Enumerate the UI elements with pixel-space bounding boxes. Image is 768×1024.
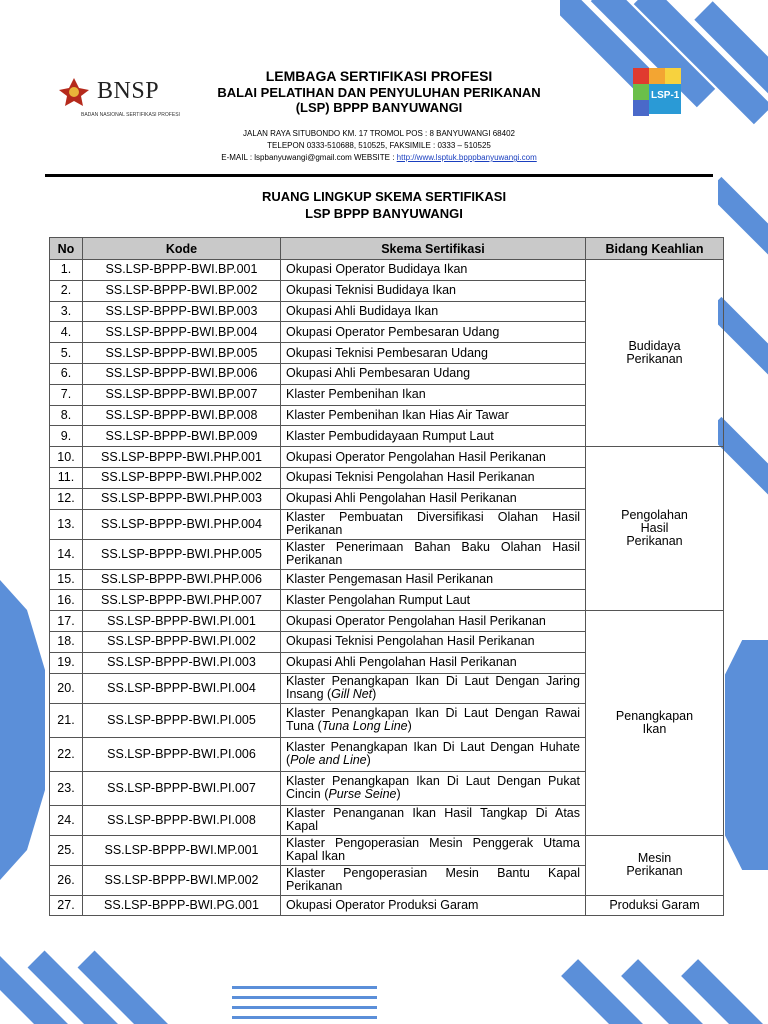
row-kode: SS.LSP-BPPP-BWI.BP.009 (83, 426, 281, 447)
row-kode: SS.LSP-BPPP-BWI.PI.003 (83, 652, 281, 673)
row-no: 12. (50, 488, 83, 509)
row-no: 20. (50, 673, 83, 703)
letterhead (45, 60, 713, 172)
row-skema: Klaster Pengemasan Hasil Perikanan (281, 569, 586, 590)
page-title-line-2: LSP BPPP BANYUWANGI (305, 206, 463, 221)
website-link[interactable]: http://www.lsptuk.bpppbanyuwangi.com (396, 153, 537, 162)
row-kode: SS.LSP-BPPP-BWI.PI.007 (83, 771, 281, 805)
table-header-row (50, 238, 724, 260)
row-kode: SS.LSP-BPPP-BWI.BP.002 (83, 280, 281, 301)
decor-stripes-right-bottom (725, 640, 768, 870)
decor-stripes-bottom-left (0, 930, 230, 1024)
row-no: 21. (50, 703, 83, 737)
lsp-logo-text: LSP-1 (651, 90, 680, 101)
row-skema: Klaster Pengoperasian Mesin Penggerak Utama Kapal Ikan (281, 835, 586, 865)
page-title-line-1: RUANG LINGKUP SKEMA SERTIFIKASI (261, 189, 507, 204)
row-kode: SS.LSP-BPPP-BWI.PI.002 (83, 631, 281, 652)
row-skema: Okupasi Teknisi Pengolahan Hasil Perikanan (281, 631, 586, 652)
row-skema: Klaster Pembenihan Ikan Hias Air Tawar (281, 405, 586, 426)
phone-line: TELEPON 0333-510688, 510525, FAKSIMILE : 0333 – 510525 (267, 141, 491, 150)
table-row (50, 447, 724, 468)
address-line: JALAN RAYA SITUBONDO KM. 17 TROMOL POS : 8 BANYUWANGI 68402 (243, 129, 515, 138)
group-pengolahan: Pengolahan Hasil Perikanan (586, 447, 724, 611)
row-kode: SS.LSP-BPPP-BWI.BP.001 (83, 260, 281, 281)
row-skema: Klaster Penerimaan Bahan Baku Olahan Hasil Perikanan (281, 539, 586, 569)
row-kode: SS.LSP-BPPP-BWI.PHP.004 (83, 509, 281, 539)
decor-stripes-left (0, 580, 45, 880)
row-skema: Klaster Penangkapan Ikan Di Laut Dengan Rawai Tuna (Tuna Long Line) (281, 703, 586, 737)
row-skema: Klaster Pembenihan Ikan (281, 384, 586, 405)
row-skema: Klaster Penanganan Ikan Hasil Tangkap Di Atas Kapal (281, 805, 586, 835)
row-skema: Klaster Pengolahan Rumput Laut (281, 590, 586, 611)
row-skema: Klaster Pembuatan Diversifikasi Olahan Hasil Perikanan (281, 509, 586, 539)
row-no: 19. (50, 652, 83, 673)
row-kode: SS.LSP-BPPP-BWI.MP.001 (83, 835, 281, 865)
header-bidang: Bidang Keahlian (586, 238, 724, 260)
org-line-3: (LSP) BPPP BANYUWANGI (295, 100, 463, 115)
row-kode: SS.LSP-BPPP-BWI.MP.002 (83, 865, 281, 895)
row-no: 4. (50, 322, 83, 343)
row-skema: Okupasi Operator Budidaya Ikan (281, 260, 586, 281)
row-no: 23. (50, 771, 83, 805)
row-skema: Okupasi Operator Pembesaran Udang (281, 322, 586, 343)
row-kode: SS.LSP-BPPP-BWI.BP.008 (83, 405, 281, 426)
row-no: 11. (50, 467, 83, 488)
row-no: 26. (50, 865, 83, 895)
row-skema: Okupasi Operator Pengolahan Hasil Perikanan (281, 611, 586, 632)
row-skema: Okupasi Ahli Pengolahan Hasil Perikanan (281, 652, 586, 673)
group-penangkapan: Penangkapan Ikan (586, 611, 724, 835)
table-row (50, 260, 724, 281)
row-no: 10. (50, 447, 83, 468)
row-no: 8. (50, 405, 83, 426)
row-no: 17. (50, 611, 83, 632)
row-skema: Okupasi Operator Pengolahan Hasil Perikanan (281, 447, 586, 468)
row-skema: Okupasi Teknisi Pengolahan Hasil Perikanan (281, 467, 586, 488)
row-no: 15. (50, 569, 83, 590)
row-skema: Klaster Penangkapan Ikan Di Laut Dengan Jaring Insang (Gill Net) (281, 673, 586, 703)
row-kode: SS.LSP-BPPP-BWI.PHP.001 (83, 447, 281, 468)
lsp-logo (633, 68, 685, 126)
row-kode: SS.LSP-BPPP-BWI.BP.005 (83, 343, 281, 364)
row-no: 3. (50, 301, 83, 322)
row-no: 1. (50, 260, 83, 281)
row-skema: Okupasi Operator Produksi Garam (281, 895, 586, 916)
row-kode: SS.LSP-BPPP-BWI.PHP.005 (83, 539, 281, 569)
row-no: 2. (50, 280, 83, 301)
bnsp-logo-subtitle: BADAN NASIONAL SERTIFIKASI PROFESI (81, 112, 180, 118)
row-kode: SS.LSP-BPPP-BWI.PI.006 (83, 737, 281, 771)
scheme-table (49, 237, 724, 916)
row-kode: SS.LSP-BPPP-BWI.PI.004 (83, 673, 281, 703)
row-kode: SS.LSP-BPPP-BWI.BP.004 (83, 322, 281, 343)
header-divider (45, 174, 713, 177)
row-skema: Okupasi Ahli Pembesaran Udang (281, 363, 586, 384)
row-kode: SS.LSP-BPPP-BWI.PI.008 (83, 805, 281, 835)
row-kode: SS.LSP-BPPP-BWI.PI.005 (83, 703, 281, 737)
row-no: 9. (50, 426, 83, 447)
bnsp-logo-text: BNSP (97, 78, 160, 104)
decor-lines-bottom (232, 986, 377, 1024)
contact-line (45, 153, 713, 162)
row-kode: SS.LSP-BPPP-BWI.PHP.006 (83, 569, 281, 590)
row-no: 18. (50, 631, 83, 652)
row-skema: Klaster Penangkapan Ikan Di Laut Dengan Pukat Cincin (Purse Seine) (281, 771, 586, 805)
row-kode: SS.LSP-BPPP-BWI.PHP.007 (83, 590, 281, 611)
row-kode: SS.LSP-BPPP-BWI.PHP.002 (83, 467, 281, 488)
row-no: 22. (50, 737, 83, 771)
header-no: No (50, 238, 83, 260)
table-row (50, 611, 724, 632)
row-no: 6. (50, 363, 83, 384)
row-kode: SS.LSP-BPPP-BWI.BP.006 (83, 363, 281, 384)
row-no: 16. (50, 590, 83, 611)
table-row (50, 895, 724, 916)
header-kode: Kode (83, 238, 281, 260)
row-skema: Okupasi Teknisi Pembesaran Udang (281, 343, 586, 364)
email-text: E-MAIL : lspbanyuwangi@gmail.com WEBSITE : (221, 153, 397, 162)
group-mesin: Mesin Perikanan (586, 835, 724, 895)
row-no: 24. (50, 805, 83, 835)
row-kode: SS.LSP-BPPP-BWI.PI.001 (83, 611, 281, 632)
row-skema: Okupasi Ahli Pengolahan Hasil Perikanan (281, 488, 586, 509)
group-budidaya: Budidaya Perikanan (586, 260, 724, 447)
group-garam: Produksi Garam (586, 895, 724, 916)
table-row (50, 835, 724, 865)
row-skema: Okupasi Teknisi Budidaya Ikan (281, 280, 586, 301)
row-no: 25. (50, 835, 83, 865)
row-skema: Klaster Pembudidayaan Rumput Laut (281, 426, 586, 447)
row-no: 13. (50, 509, 83, 539)
decor-stripes-bottom-right (560, 950, 768, 1024)
row-no: 27. (50, 895, 83, 916)
org-line-1: LEMBAGA SERTIFIKASI PROFESI (265, 68, 493, 84)
row-kode: SS.LSP-BPPP-BWI.PG.001 (83, 895, 281, 916)
row-skema: Klaster Penangkapan Ikan Di Laut Dengan Huhate (Pole and Line) (281, 737, 586, 771)
row-no: 7. (50, 384, 83, 405)
header-skema: Skema Sertifikasi (281, 238, 586, 260)
row-skema: Okupasi Ahli Budidaya Ikan (281, 301, 586, 322)
row-no: 14. (50, 539, 83, 569)
row-skema: Klaster Pengoperasian Mesin Bantu Kapal Perikanan (281, 865, 586, 895)
row-kode: SS.LSP-BPPP-BWI.PHP.003 (83, 488, 281, 509)
row-kode: SS.LSP-BPPP-BWI.BP.007 (83, 384, 281, 405)
row-no: 5. (50, 343, 83, 364)
org-line-2: BALAI PELATIHAN DAN PENYULUHAN PERIKANAN (217, 85, 541, 100)
row-kode: SS.LSP-BPPP-BWI.BP.003 (83, 301, 281, 322)
